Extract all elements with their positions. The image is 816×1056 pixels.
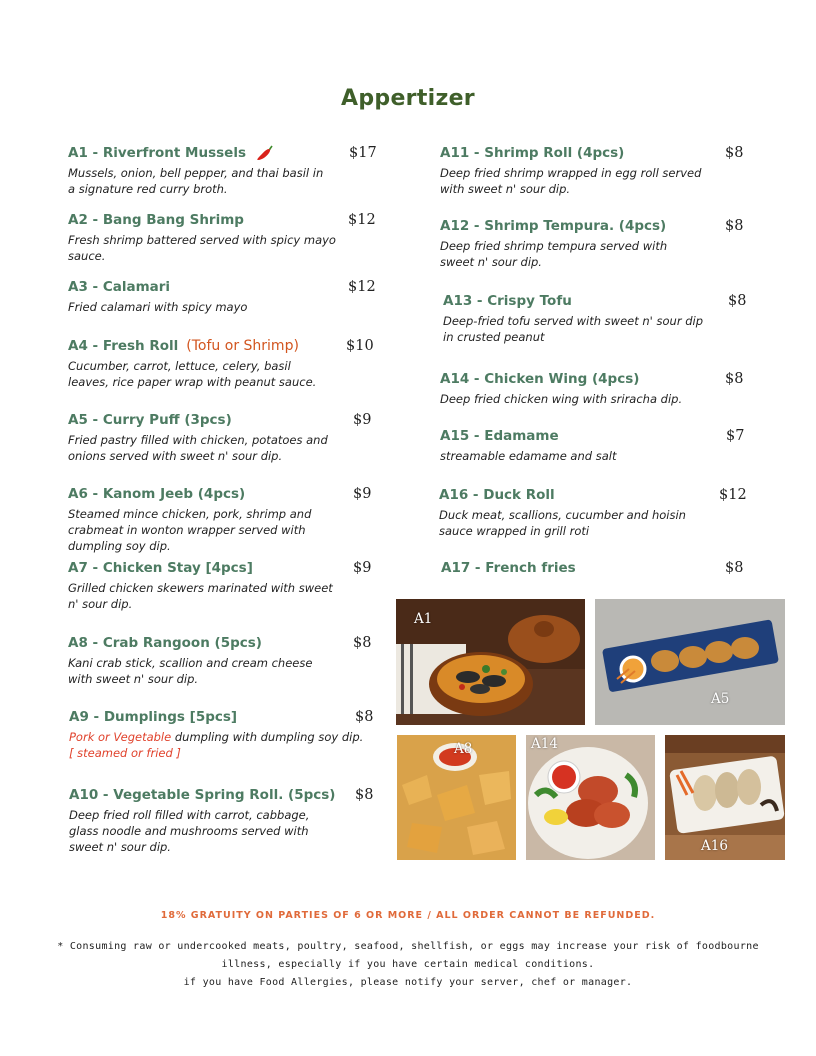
- photo-label: A1: [414, 611, 433, 627]
- photo-a8-crab-rangoon: [397, 735, 516, 860]
- item-price: $8: [725, 371, 744, 387]
- item-price: $8: [725, 145, 744, 161]
- chili-pepper-icon: [256, 145, 274, 161]
- item-description: Fried pastry filled with chicken, potatoes and onions served with sweet n' sour dip.: [68, 433, 328, 463]
- item-name: A10 - Vegetable Spring Roll. (5pcs): [69, 787, 336, 803]
- photo-a14-chicken-wing: [526, 735, 655, 860]
- item-description: Fresh shrimp battered served with spicy mayo sauce.: [68, 233, 336, 263]
- item-description: Deep-fried tofu served with sweet n' sour dip in crusted peanut: [443, 314, 703, 344]
- item-name: A8 - Crab Rangoon (5pcs): [68, 635, 262, 651]
- item-price: $12: [348, 279, 376, 295]
- photo-a5-curry-puff: [595, 599, 785, 725]
- gratuity-notice: 18% GRATUITY ON PARTIES OF 6 OR MORE / ALL ORDER CANNOT BE REFUNDED.: [160, 910, 656, 921]
- item-name: A15 - Edamame: [440, 428, 559, 444]
- item-description: Deep fried shrimp wrapped in egg roll served with sweet n' sour dip.: [440, 166, 702, 196]
- item-description: Mussels, onion, bell pepper, and thai basil in a signature red curry broth.: [68, 166, 324, 196]
- item-price: $10: [346, 338, 374, 354]
- item-price: $17: [349, 145, 377, 161]
- item-option-note: (Tofu or Shrimp): [186, 338, 299, 354]
- item-description: streamable edamame and salt: [440, 449, 617, 463]
- item-price: $8: [725, 560, 744, 576]
- photo-label: A8: [454, 741, 473, 757]
- chicken-wing-image: [526, 735, 655, 860]
- menu-title: Appertizer: [341, 86, 475, 111]
- item-price: $8: [355, 787, 374, 803]
- food-safety-disclaimer: [0, 938, 816, 992]
- item-price: $8: [353, 635, 372, 651]
- item-name: A1 - Riverfront Mussels: [68, 145, 274, 161]
- photo-label: A16: [701, 838, 728, 854]
- disclaimer-line: illness, especially if you have certain medical conditions.: [221, 959, 595, 970]
- photo-label: A5: [711, 691, 730, 707]
- item-description: Cucumber, carrot, lettuce, celery, basil leaves, rice paper wrap with peanut sauce.: [68, 359, 317, 389]
- item-name: A6 - Kanom Jeeb (4pcs): [68, 486, 246, 502]
- item-description: Fried calamari with spicy mayo: [68, 300, 248, 314]
- item-option-note: Pork or Vegetable: [69, 730, 172, 744]
- item-price: $12: [719, 487, 747, 503]
- item-name: A2 - Bang Bang Shrimp: [68, 212, 244, 228]
- item-name: A12 - Shrimp Tempura. (4pcs): [440, 218, 667, 234]
- photo-a1-mussels: [396, 599, 585, 725]
- disclaimer-line: * Consuming raw or undercooked meats, poultry, seafood, shellfish, or eggs may increase your risk of foodbourne: [57, 941, 759, 952]
- curry-puff-image: [595, 599, 785, 725]
- item-name: A16 - Duck Roll: [439, 487, 555, 503]
- photo-a16-duck-roll: [665, 735, 785, 860]
- item-description: Grilled chicken skewers marinated with sweet n' sour dip.: [68, 581, 333, 611]
- item-name: A17 - French fries: [441, 560, 576, 576]
- item-description: Duck meat, scallions, cucumber and hoisin sauce wrapped in grill roti: [439, 508, 686, 538]
- item-price: $8: [728, 293, 747, 309]
- item-name: A14 - Chicken Wing (4pcs): [440, 371, 640, 387]
- allergy-notice: if you have Food Allergies, please notify your server, chef or manager.: [183, 977, 633, 988]
- item-price: $8: [725, 218, 744, 234]
- photo-label: A14: [531, 736, 558, 752]
- item-description: Pork or Vegetable dumpling with dumpling soy dip. [ steamed or fried ]: [69, 730, 364, 760]
- item-name: A3 - Calamari: [68, 279, 171, 295]
- item-name: A7 - Chicken Stay [4pcs]: [68, 560, 253, 576]
- item-option-note: [ steamed or fried ]: [69, 746, 181, 760]
- item-price: $9: [353, 560, 372, 576]
- item-name: A13 - Crispy Tofu: [443, 293, 572, 309]
- item-name: A11 - Shrimp Roll (4pcs): [440, 145, 625, 161]
- item-description: Deep fried shrimp tempura served with sweet n' sour dip.: [440, 239, 668, 269]
- item-description: Kani crab stick, scallion and cream cheese with sweet n' sour dip.: [68, 656, 313, 686]
- item-description: Deep fried chicken wing with sriracha dip.: [440, 392, 683, 406]
- item-price: $12: [348, 212, 376, 228]
- item-description: Steamed mince chicken, pork, shrimp and crabmeat in wonton wrapper served with dumpling soy dip.: [68, 507, 312, 553]
- item-price: $8: [355, 709, 374, 725]
- item-name: A5 - Curry Puff (3pcs): [68, 412, 232, 428]
- item-price: $9: [353, 412, 372, 428]
- item-price: $9: [353, 486, 372, 502]
- item-description: Deep fried roll filled with carrot, cabbage, glass noodle and mushrooms served with sweet n' sour dip.: [69, 808, 310, 854]
- item-name: A4 - Fresh Roll (Tofu or Shrimp): [68, 338, 299, 354]
- item-name: A9 - Dumplings [5pcs]: [69, 709, 238, 725]
- item-price: $7: [726, 428, 745, 444]
